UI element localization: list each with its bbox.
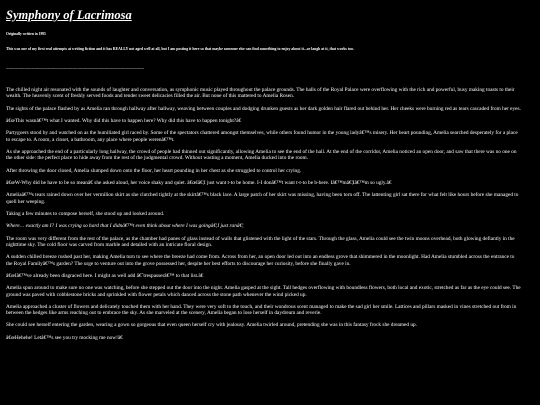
- story-paragraph: â€œIâ€™ve already been disgraced here. I might as well add â€˜trespasserâ€™ to that list.â€: [6, 272, 204, 279]
- byline: Originally written in 1995: [6, 32, 46, 36]
- story-paragraph: The chilled night air resonated with the sounds of laughter and conversation, as symphonic music played throughout the palace grounds. The halls of the Royal Palace were overflowing with the rich and powerful, busy making toasts to their wealth. The heavenly scent of freshly served foods and tender sweet delicacies filled the air. But none of this mattered to Amelia Rosen.: [6, 87, 515, 100]
- story-paragraph: Taking a few minutes to compose herself, she stood up and looked around.: [6, 210, 165, 217]
- story-paragraph: A sudden chilled breeze rushed past her, making Amelia turn to see where the breeze had come from. Across from her, an open door led out into an endless grove that shimmered in the moonlight. Had Amelia stumbled across the entrance to the Royal Familyâ€™s garden? The urge to venture out into the grove possessed her, despite her best efforts to discourage her curiosity, before she finally gave in.: [6, 254, 515, 267]
- story-paragraph-italic: Where… exactly am I? I was crying so hard that I didnâ€™t even think about where I was goingâ€¦I just ranâ€¦: [6, 223, 244, 230]
- story-paragraph: She could see herself entering the garden, wearing a gown so gorgeous that even queen herself cry with jealousy. Amelia twirled around, pretending she was in this fantasy frock she dreamed up.: [6, 322, 417, 329]
- story-paragraph: Ameliaâ€™s tears rained down over her vermilion skirt as she clutched tightly at the skirtâ€™s black lace. A large patch of her skirt was missing, having been torn off. The lattenting girl sat there for what felt like hours before she managed to quell her weeping.: [6, 192, 519, 205]
- story-paragraph: The room was very different from the rest of the palace, as the chamber had panes of glass instead of walls that glistened with the light of the stars. Through the glass, Amelia could see the twin moons overhead, both glowing defiantly in the nighttime sky. The cold floor was carved from marble and detailed with an intricate floral design.: [6, 235, 515, 248]
- page-title: Symphony of Lacrimosa: [6, 8, 132, 22]
- story-paragraph: â€œThis wasnâ€™t what I wanted. Why did this have to happen here? Why did this have to happen tonight?â€: [6, 117, 242, 124]
- story-paragraph: Amelia approached a cluster of flowers and delicately touched them with her hand. They were very soft to the touch, and their wondrous scent managed to make the sad girl her smile. Lattices and pillars masked in vines stretched out from in between the hedges like arms reaching out to embrace the sky. As she marveled at the scenery, Amelia began to lose herself in daydream and reverie.: [6, 303, 517, 317]
- story-paragraph: â€œW-Why did he have to be so meanâ€ she asked aloud, her voice shaky and quiet. â€œIâ€¦I just want t-to be home. I-I donâ€™t want t-t-to be b-here. Iâ€™mâ€¦Iâ€™m so ugly.â€: [6, 179, 392, 186]
- author-note: This was one of my first real attempts at writing fiction and it has REALLY not aged well at all, but I am posting it here so that maybe someone else can find something to enjoy about it...or laugh at it, that works too.: [6, 47, 354, 51]
- story-paragraph: Amelia spun around to make sure no one was watching, before she stepped out the door into the night. Amelia gasped at the sight. Tall hedges overflowing with boundless flowers, both local and exotic, stretched as far as the eye could see. The ground was paved with cobblestone bricks and sprinkled with flower petals which danced across the stone path whenever the wind picked up.: [6, 285, 521, 298]
- story-paragraph: After throwing the door closed, Amelia slumped down onto the floor, her heart pounding in her chest as she struggled to control her crying.: [6, 167, 302, 174]
- story-paragraph: Partygoers stood by and watched on as the humiliated girl raced by. Some of the spectators chattered amongst themselves, while others found humor in the young ladyâ€™s misery. Her heart pounding, Amelia searched desperately for a place to escape to. A room, a closet, a bathroom, any place where people werenâ€™t.: [6, 130, 518, 143]
- story-paragraph: As she approached the end of a particularly long hallway, the crowd of people had thinned out significantly, allowing Amelia to see the end of the hall. At the end of the corridor, Amelia noticed an open door, and saw that there was no one on the other side: the perfect place to hide away from the rest of the judgmental crowd. Without wasting a moment, Amelia ducked into the room.: [6, 148, 517, 162]
- divider-line: ----------------------------------------------------------------------------------------------------------------: [6, 66, 144, 71]
- story-body: [6, 87, 522, 341]
- story-paragraph: â€œHehehe! Letâ€™s see you try mocking me now!â€: [6, 334, 123, 341]
- story-paragraph: The sights of the palace flashed by as Amelia ran through hallway after hallway, weaving between couples and dodging drunken guests as her dark golden hair flared out behind her. Her cheeks were burning red as tears cascaded from her eyes.: [6, 105, 521, 112]
